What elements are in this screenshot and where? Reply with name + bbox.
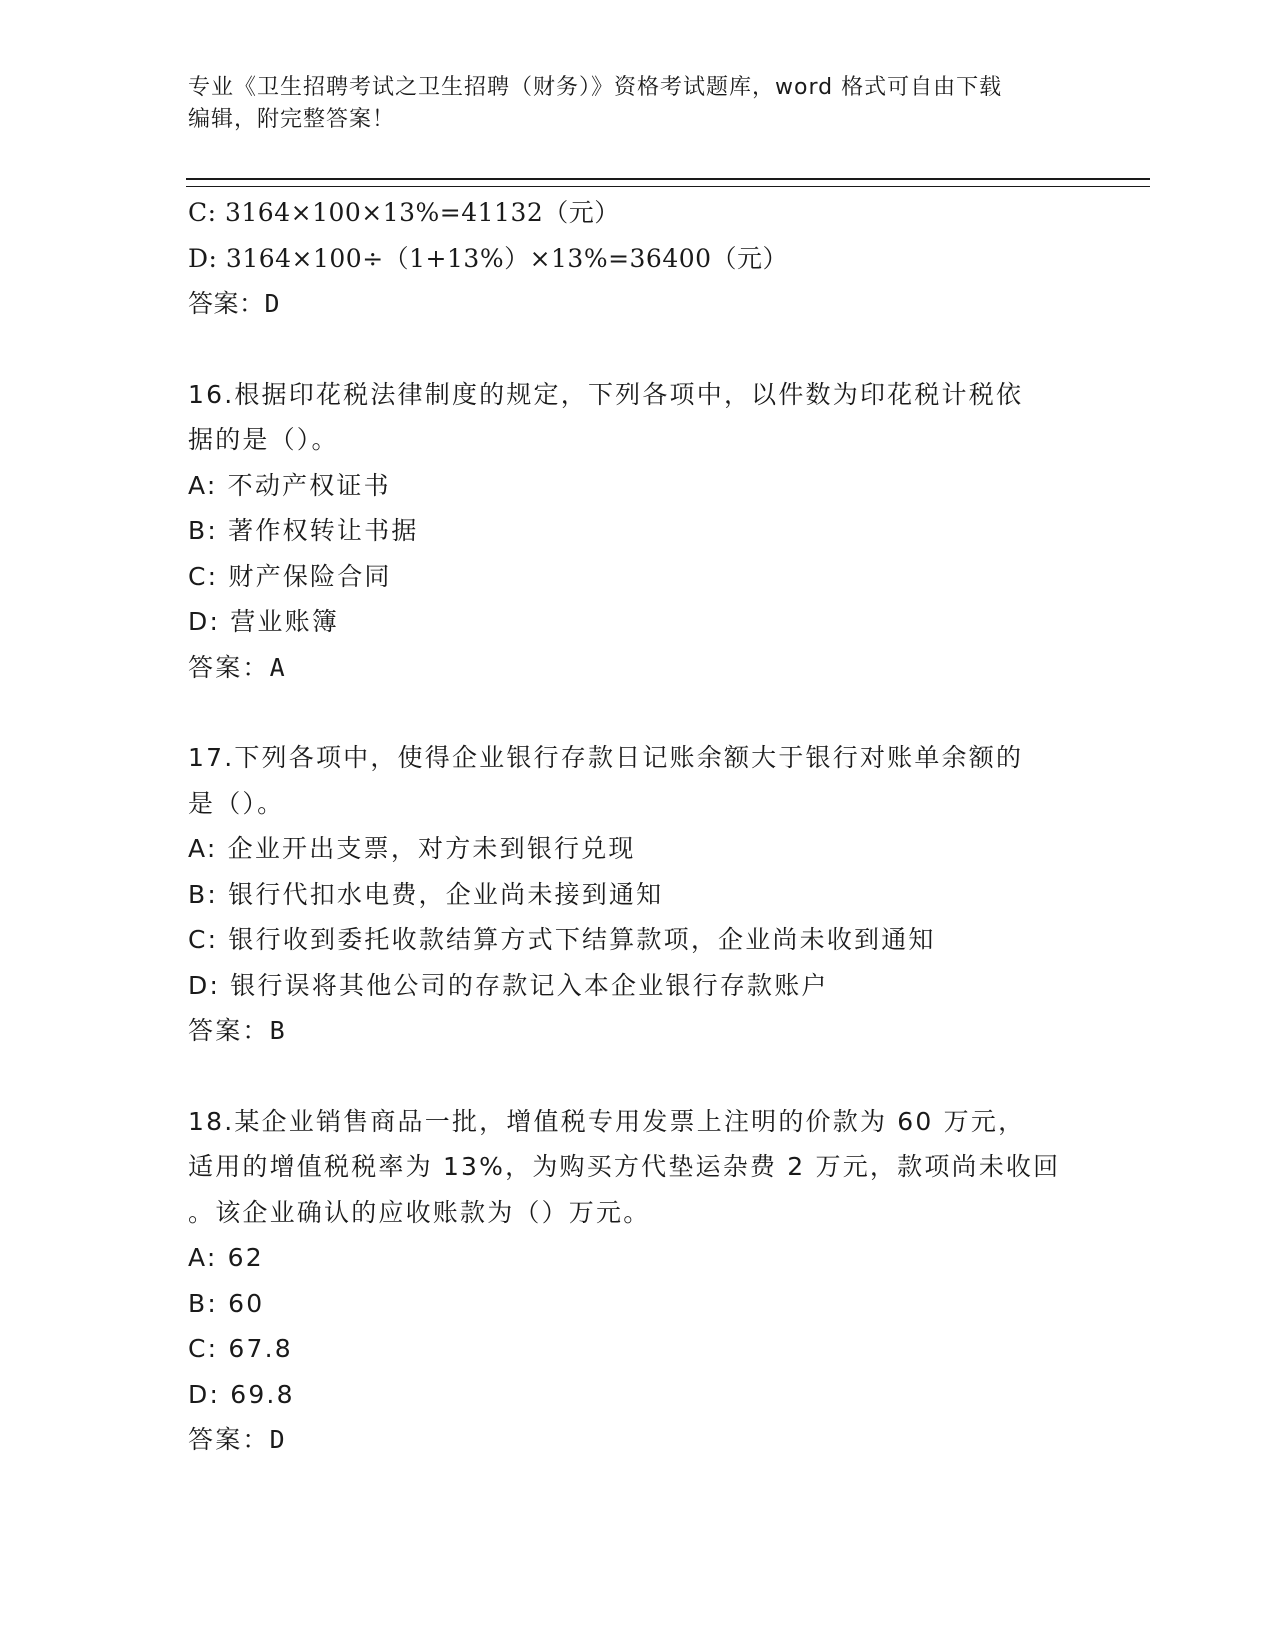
answer-line xyxy=(188,645,1088,691)
answer-label: 答案： xyxy=(188,289,265,318)
answer-value: A xyxy=(269,652,287,682)
option-c: C: 67.8 xyxy=(188,1334,293,1363)
question-stem: 是（）。 xyxy=(188,788,285,818)
header-line-2: 编辑，附完整答案！ xyxy=(188,107,396,132)
option-a: A: 企业开出支票，对方未到银行兑现 xyxy=(188,834,636,863)
option-d: D: 3164×100÷（1+13%）×13%=36400（元） xyxy=(188,243,789,273)
answer-label: 答案： xyxy=(188,652,270,682)
option-c: C: 财产保险合同 xyxy=(188,561,392,591)
document-body xyxy=(188,190,1088,1463)
question-stem: 。该企业确认的应收账款为（）万元。 xyxy=(188,1197,651,1227)
header-line-1: 专业《卫生招聘考试之卫生招聘（财务）》资格考试题库，word 格式可自由下载 xyxy=(188,75,1003,100)
question-stem: 据的是（）。 xyxy=(188,425,339,454)
answer-value: B xyxy=(269,1016,287,1045)
option-b: B: 60 xyxy=(188,1288,265,1318)
question-stem: 适用的增值税税率为 13%，为购买方代垫运杂费 2 万元，款项尚未收回 xyxy=(188,1152,1061,1181)
question-16 xyxy=(188,372,1088,691)
answer-value: D xyxy=(264,289,281,318)
question-stem: 18.某企业销售商品一批，增值税专用发票上注明的价款为 60 万元， xyxy=(188,1106,1026,1136)
prev-question-block xyxy=(188,190,1088,327)
option-c: C: 银行收到委托收款结算方式下结算款项，企业尚未收到通知 xyxy=(188,925,936,954)
question-18 xyxy=(188,1099,1088,1463)
option-d: D: 69.8 xyxy=(188,1379,295,1409)
document-header xyxy=(188,72,1088,136)
option-a: A: 不动产权证书 xyxy=(188,470,391,500)
question-stem: 16.根据印花税法律制度的规定，下列各项中，以件数为印花税计税依 xyxy=(188,379,1024,409)
header-divider xyxy=(186,178,1150,187)
option-a: A: 62 xyxy=(188,1243,264,1272)
option-b: B: 银行代扣水电费，企业尚未接到通知 xyxy=(188,879,664,909)
question-17 xyxy=(188,735,1088,1054)
answer-line xyxy=(188,1417,1088,1463)
answer-value: D xyxy=(269,1425,287,1454)
option-c: C: 3164×100×13%=41132（元） xyxy=(188,198,620,227)
answer-label: 答案： xyxy=(188,1425,270,1454)
option-d: D: 银行误将其他公司的存款记入本企业银行存款账户 xyxy=(188,970,829,1000)
option-d: D: 营业账簿 xyxy=(188,607,340,636)
option-b: B: 著作权转让书据 xyxy=(188,516,419,545)
answer-label: 答案： xyxy=(188,1016,270,1045)
answer-line xyxy=(188,1008,1088,1054)
answer-line xyxy=(188,281,1088,327)
question-stem: 17.下列各项中，使得企业银行存款日记账余额大于银行对账单余额的 xyxy=(188,743,1024,772)
